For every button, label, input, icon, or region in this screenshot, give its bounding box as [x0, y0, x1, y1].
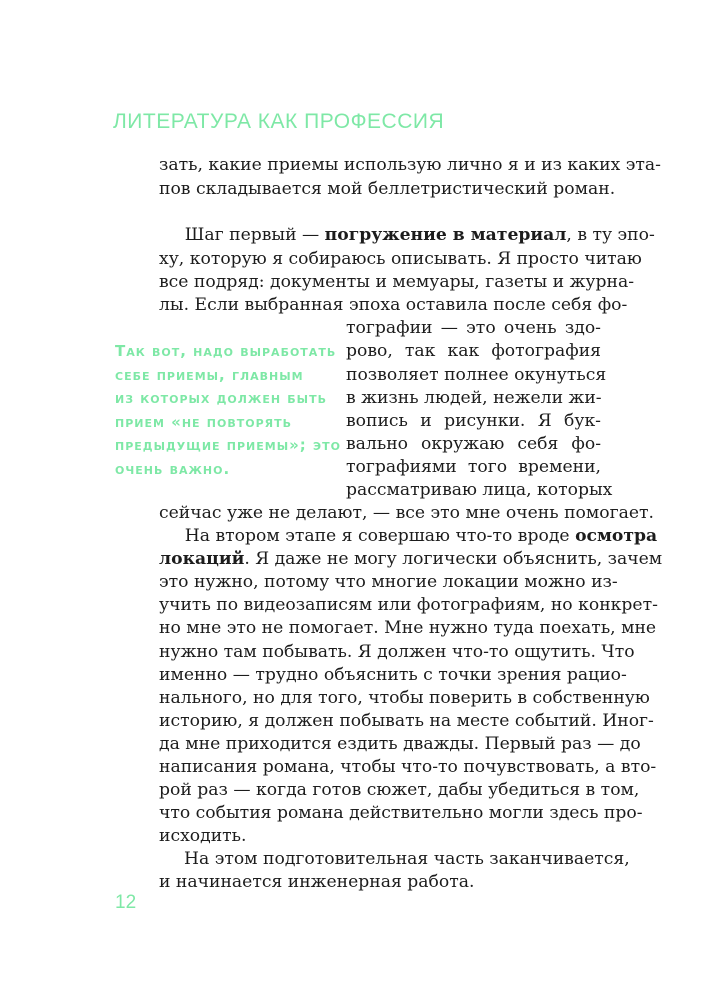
text-line [159, 224, 655, 247]
text-run: На втором этапе я совершаю что-то вроде [184, 526, 570, 546]
text-line: учить по видеозаписям или фотографиям, но конкрет- [159, 595, 658, 615]
text-line: вально окружаю себя фо- [346, 434, 601, 454]
text-line: и начинается инженерная работа. [159, 872, 475, 892]
text-line: историю, я должен побывать на месте событий. Иног- [159, 711, 654, 731]
text-line: это нужно, потому что многие локации можно из- [159, 572, 618, 592]
text-line [159, 548, 663, 571]
text-line: вопись и рисунки. Я бук- [346, 411, 601, 431]
text-line [159, 525, 658, 548]
pull-quote-line: себе приемы, главным [115, 365, 304, 384]
text-line: все подряд: документы и мемуары, газеты и журна- [159, 272, 635, 292]
text-line: в жизнь людей, нежели жи- [346, 388, 602, 408]
text-line: нального, но для того, чтобы поверить в собственную [159, 688, 650, 708]
text-run: Шаг первый — [184, 225, 320, 245]
running-header: ЛИТЕРАТУРА КАК ПРОФЕССИЯ [113, 110, 445, 133]
bold-term: погружение в материал [324, 225, 567, 245]
text-run: . Я даже не могу логически объяснить, зачем [244, 549, 663, 569]
text-run: , в ту эпо- [566, 225, 655, 245]
text-line: что события романа действительно могли здесь про- [159, 803, 643, 823]
text-line: но мне это не помогает. Мне нужно туда поехать, мне [159, 618, 657, 638]
text-line: лы. Если выбранная эпоха оставила после себя фо- [159, 295, 628, 315]
text-line: На этом подготовительная часть заканчивается, [184, 849, 630, 869]
text-line: тографии — это очень здо- [346, 318, 601, 338]
text-line: зать, какие приемы использую лично я и из каких эта- [159, 155, 661, 175]
pull-quote-line: прием «не повторять [115, 412, 293, 431]
text-line: рово, так как фотография [346, 341, 601, 361]
text-line: нужно там побывать. Я должен что-то ощутить. Что [159, 642, 635, 662]
page-number: 12 [115, 892, 137, 913]
text-line: именно — трудно объяснить с точки зрения рацио- [159, 665, 627, 685]
text-line: исходить. [159, 826, 247, 846]
text-line: написания романа, чтобы что-то почувствовать, а вто- [159, 757, 657, 777]
pull-quote-line: очень важно. [115, 459, 231, 478]
text-line: сейчас уже не делают, — все это мне очень помогает. [159, 503, 654, 523]
bold-term: осмотра [575, 526, 658, 546]
pull-quote-line: из которых должен быть [115, 389, 327, 407]
text-line: позволяет полнее окунуться [346, 365, 607, 385]
text-line: да мне приходится ездить дважды. Первый раз — до [159, 734, 641, 754]
bold-term: локаций [159, 549, 245, 569]
text-line: тографиями того времени, [346, 457, 601, 477]
text-line: пов складывается мой беллетристический роман. [159, 179, 616, 199]
pull-quote-line: предыдущие приемы»; это [115, 436, 341, 454]
pull-quote-line: Так вот, надо выработать [115, 342, 337, 360]
text-line: ху, которую я собираюсь описывать. Я просто читаю [159, 249, 642, 269]
text-line: рой раз — когда готов сюжет, дабы убедиться в том, [159, 780, 640, 800]
pull-quote [115, 340, 355, 481]
text-line: рассматриваю лица, которых [346, 480, 613, 500]
